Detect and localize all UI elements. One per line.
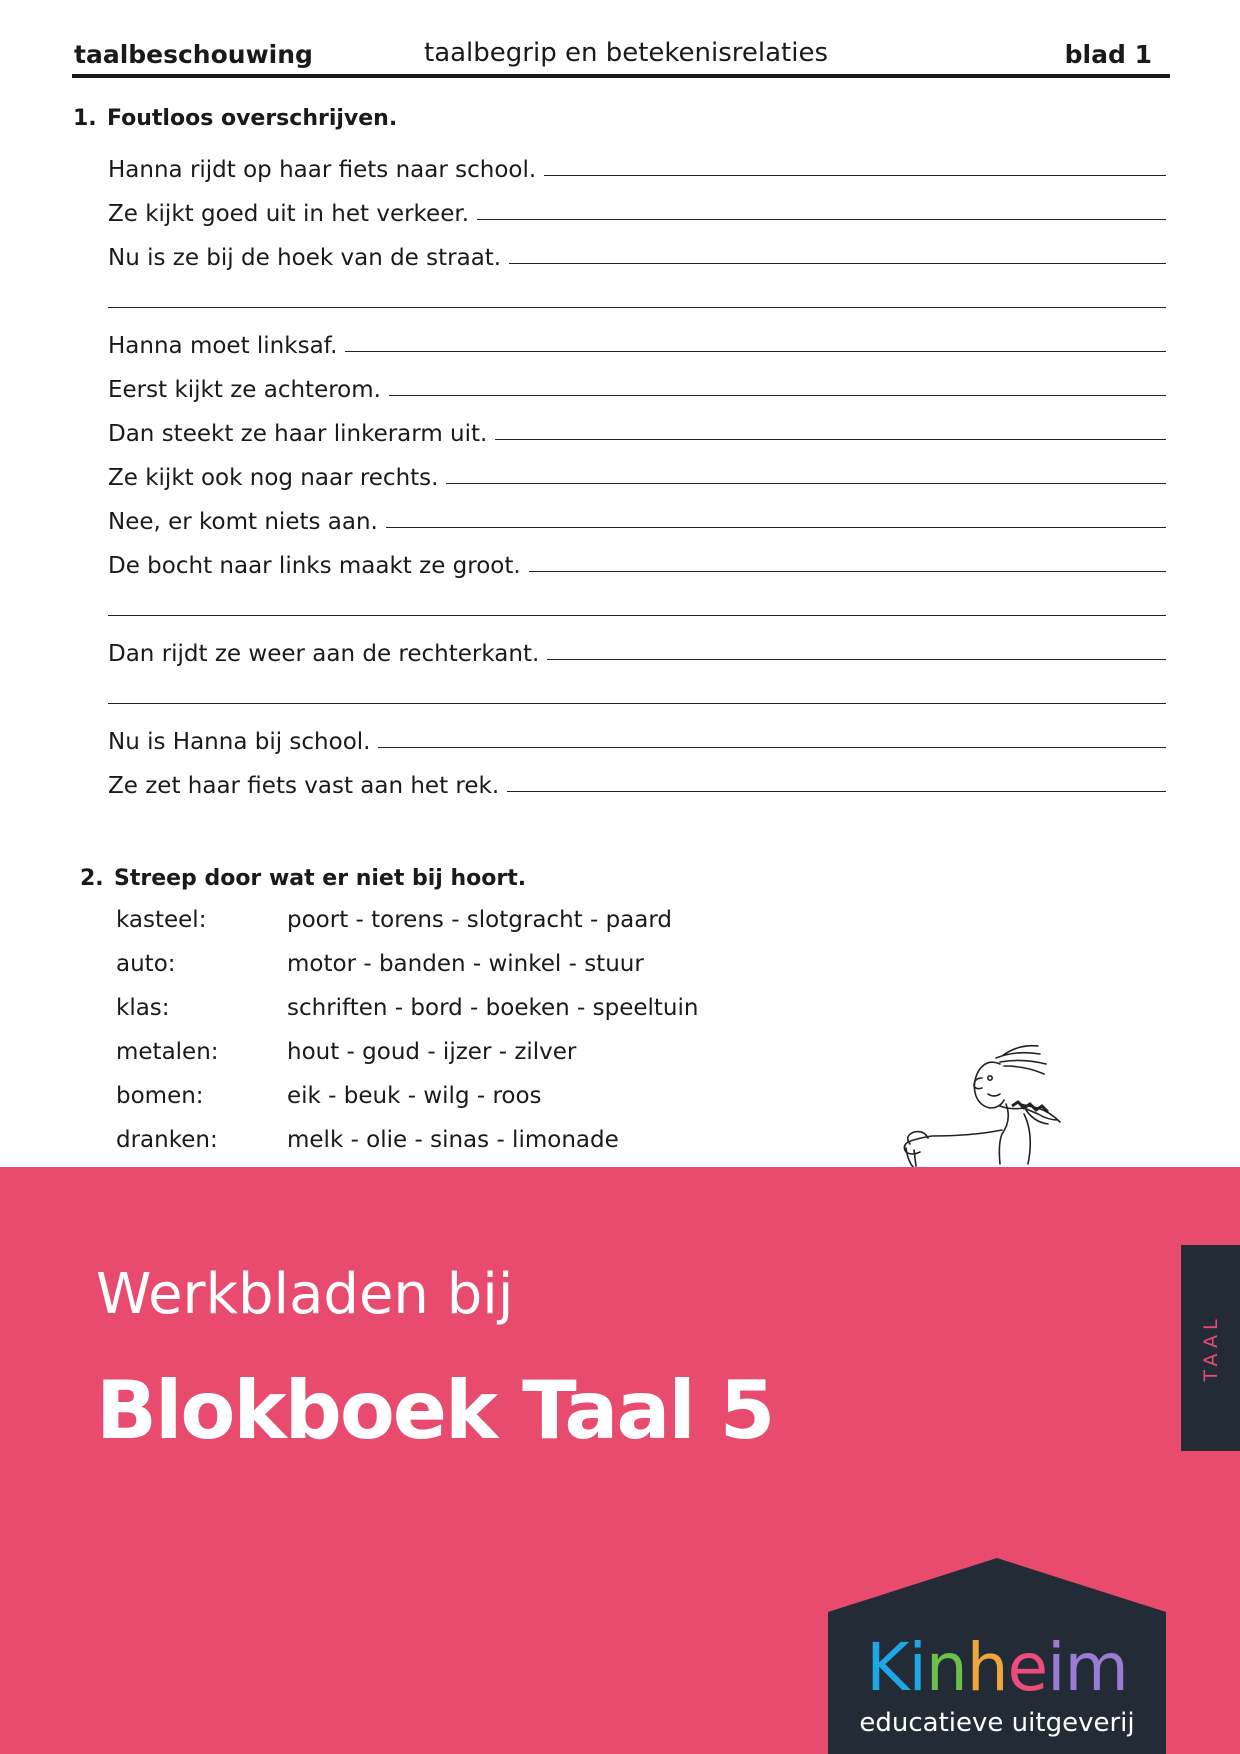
logo-letter: K: [866, 1629, 909, 1706]
copy-sentence: De bocht naar links maakt ze groot.: [108, 553, 521, 579]
logo-letter: i: [908, 1629, 926, 1706]
copy-sentence: Eerst kijkt ze achterom.: [108, 377, 381, 403]
copy-sentence: Ze kijkt goed uit in het verkeer.: [108, 201, 470, 227]
copy-sentence: Hanna moet linksaf.: [108, 333, 338, 359]
logo-letter: i: [1047, 1629, 1065, 1706]
copy-sentence: Nee, er komt niets aan.: [108, 509, 378, 535]
side-tab-label: TAAL: [1199, 1314, 1222, 1382]
copy-line: [108, 492, 1166, 536]
category-label: dranken:: [116, 1127, 218, 1153]
banner-subtitle: Werkbladen bij: [96, 1262, 514, 1327]
copy-sentence: Dan rijdt ze weer aan de rechterkant.: [108, 641, 540, 667]
writing-line[interactable]: [108, 307, 1166, 308]
copy-sentence: Dan steekt ze haar linkerarm uit.: [108, 421, 488, 447]
banner-title: Blokboek Taal 5: [96, 1364, 774, 1457]
side-tab: [1181, 1245, 1240, 1451]
copy-line: [108, 228, 1166, 272]
writing-line[interactable]: [108, 703, 1166, 704]
publisher-tagline: educatieve uitgeverij: [859, 1708, 1135, 1738]
exercise-2-number: 2.: [80, 866, 104, 891]
word-list[interactable]: melk - olie - sinas - limonade: [287, 1127, 619, 1153]
copy-line: [108, 272, 1166, 316]
copy-line: [108, 580, 1166, 624]
writing-line[interactable]: [507, 791, 1166, 792]
writing-line[interactable]: [108, 615, 1166, 616]
writing-line[interactable]: [509, 263, 1166, 264]
copy-sentence: Ze zet haar fiets vast aan het rek.: [108, 773, 500, 799]
logo-letter: h: [966, 1629, 1008, 1706]
exercise-1-instruction: Foutloos overschrijven.: [107, 106, 398, 131]
copy-line: [108, 756, 1166, 800]
category-label: klas:: [116, 995, 170, 1021]
category-label: auto:: [116, 951, 176, 977]
copy-sentence: Ze kijkt ook nog naar rechts.: [108, 465, 439, 491]
copy-sentence: Nu is ze bij de hoek van de straat.: [108, 245, 502, 271]
logo-letter: e: [1007, 1629, 1048, 1706]
category-label: metalen:: [116, 1039, 219, 1065]
copy-line: [108, 448, 1166, 492]
writing-line[interactable]: [544, 175, 1166, 176]
writing-line[interactable]: [345, 351, 1166, 352]
writing-line[interactable]: [495, 439, 1166, 440]
exercise-2-instruction: Streep door wat er niet bij hoort.: [114, 866, 527, 891]
writing-line[interactable]: [378, 747, 1166, 748]
copy-line: [108, 140, 1166, 184]
word-list[interactable]: hout - goud - ijzer - zilver: [287, 1039, 577, 1065]
category-label: bomen:: [116, 1083, 204, 1109]
word-list[interactable]: eik - beuk - wilg - roos: [287, 1083, 542, 1109]
publisher-name: [828, 1629, 1166, 1706]
writing-line[interactable]: [529, 571, 1166, 572]
copy-line: [108, 316, 1166, 360]
publisher-logo: [828, 1558, 1166, 1754]
copy-sentence: Nu is Hanna bij school.: [108, 729, 371, 755]
writing-line[interactable]: [446, 483, 1166, 484]
writing-line[interactable]: [477, 219, 1166, 220]
exercise-2-title: [80, 866, 526, 891]
cyclist-illustration-icon: [892, 1044, 1082, 1168]
cover-banner: [0, 1167, 1240, 1754]
logo-letter: n: [925, 1629, 967, 1706]
writing-line[interactable]: [386, 527, 1166, 528]
copy-sentence: Hanna rijdt op haar fiets naar school.: [108, 157, 537, 183]
copy-line: [108, 536, 1166, 580]
writing-line[interactable]: [547, 659, 1166, 660]
copy-line: [108, 668, 1166, 712]
category-label: kasteel:: [116, 907, 207, 933]
exercise-1-number: 1.: [73, 106, 97, 131]
copy-line: [108, 184, 1166, 228]
word-list[interactable]: schriften - bord - boeken - speeltuin: [287, 995, 699, 1021]
exercise-1-title: [73, 106, 397, 131]
sheet-number: blad 1: [1064, 40, 1152, 69]
subject-label: taalbeschouwing: [74, 40, 313, 69]
copy-line: [108, 624, 1166, 668]
copy-line: [108, 360, 1166, 404]
word-list[interactable]: poort - torens - slotgracht - paard: [287, 907, 673, 933]
copy-line: [108, 404, 1166, 448]
logo-letter: m: [1064, 1629, 1128, 1706]
copy-line: [108, 712, 1166, 756]
word-list[interactable]: motor - banden - winkel - stuur: [287, 951, 644, 977]
worksheet-header: [72, 36, 1170, 78]
topic-label: taalbegrip en betekenisrelaties: [424, 38, 829, 68]
writing-line[interactable]: [389, 395, 1166, 396]
